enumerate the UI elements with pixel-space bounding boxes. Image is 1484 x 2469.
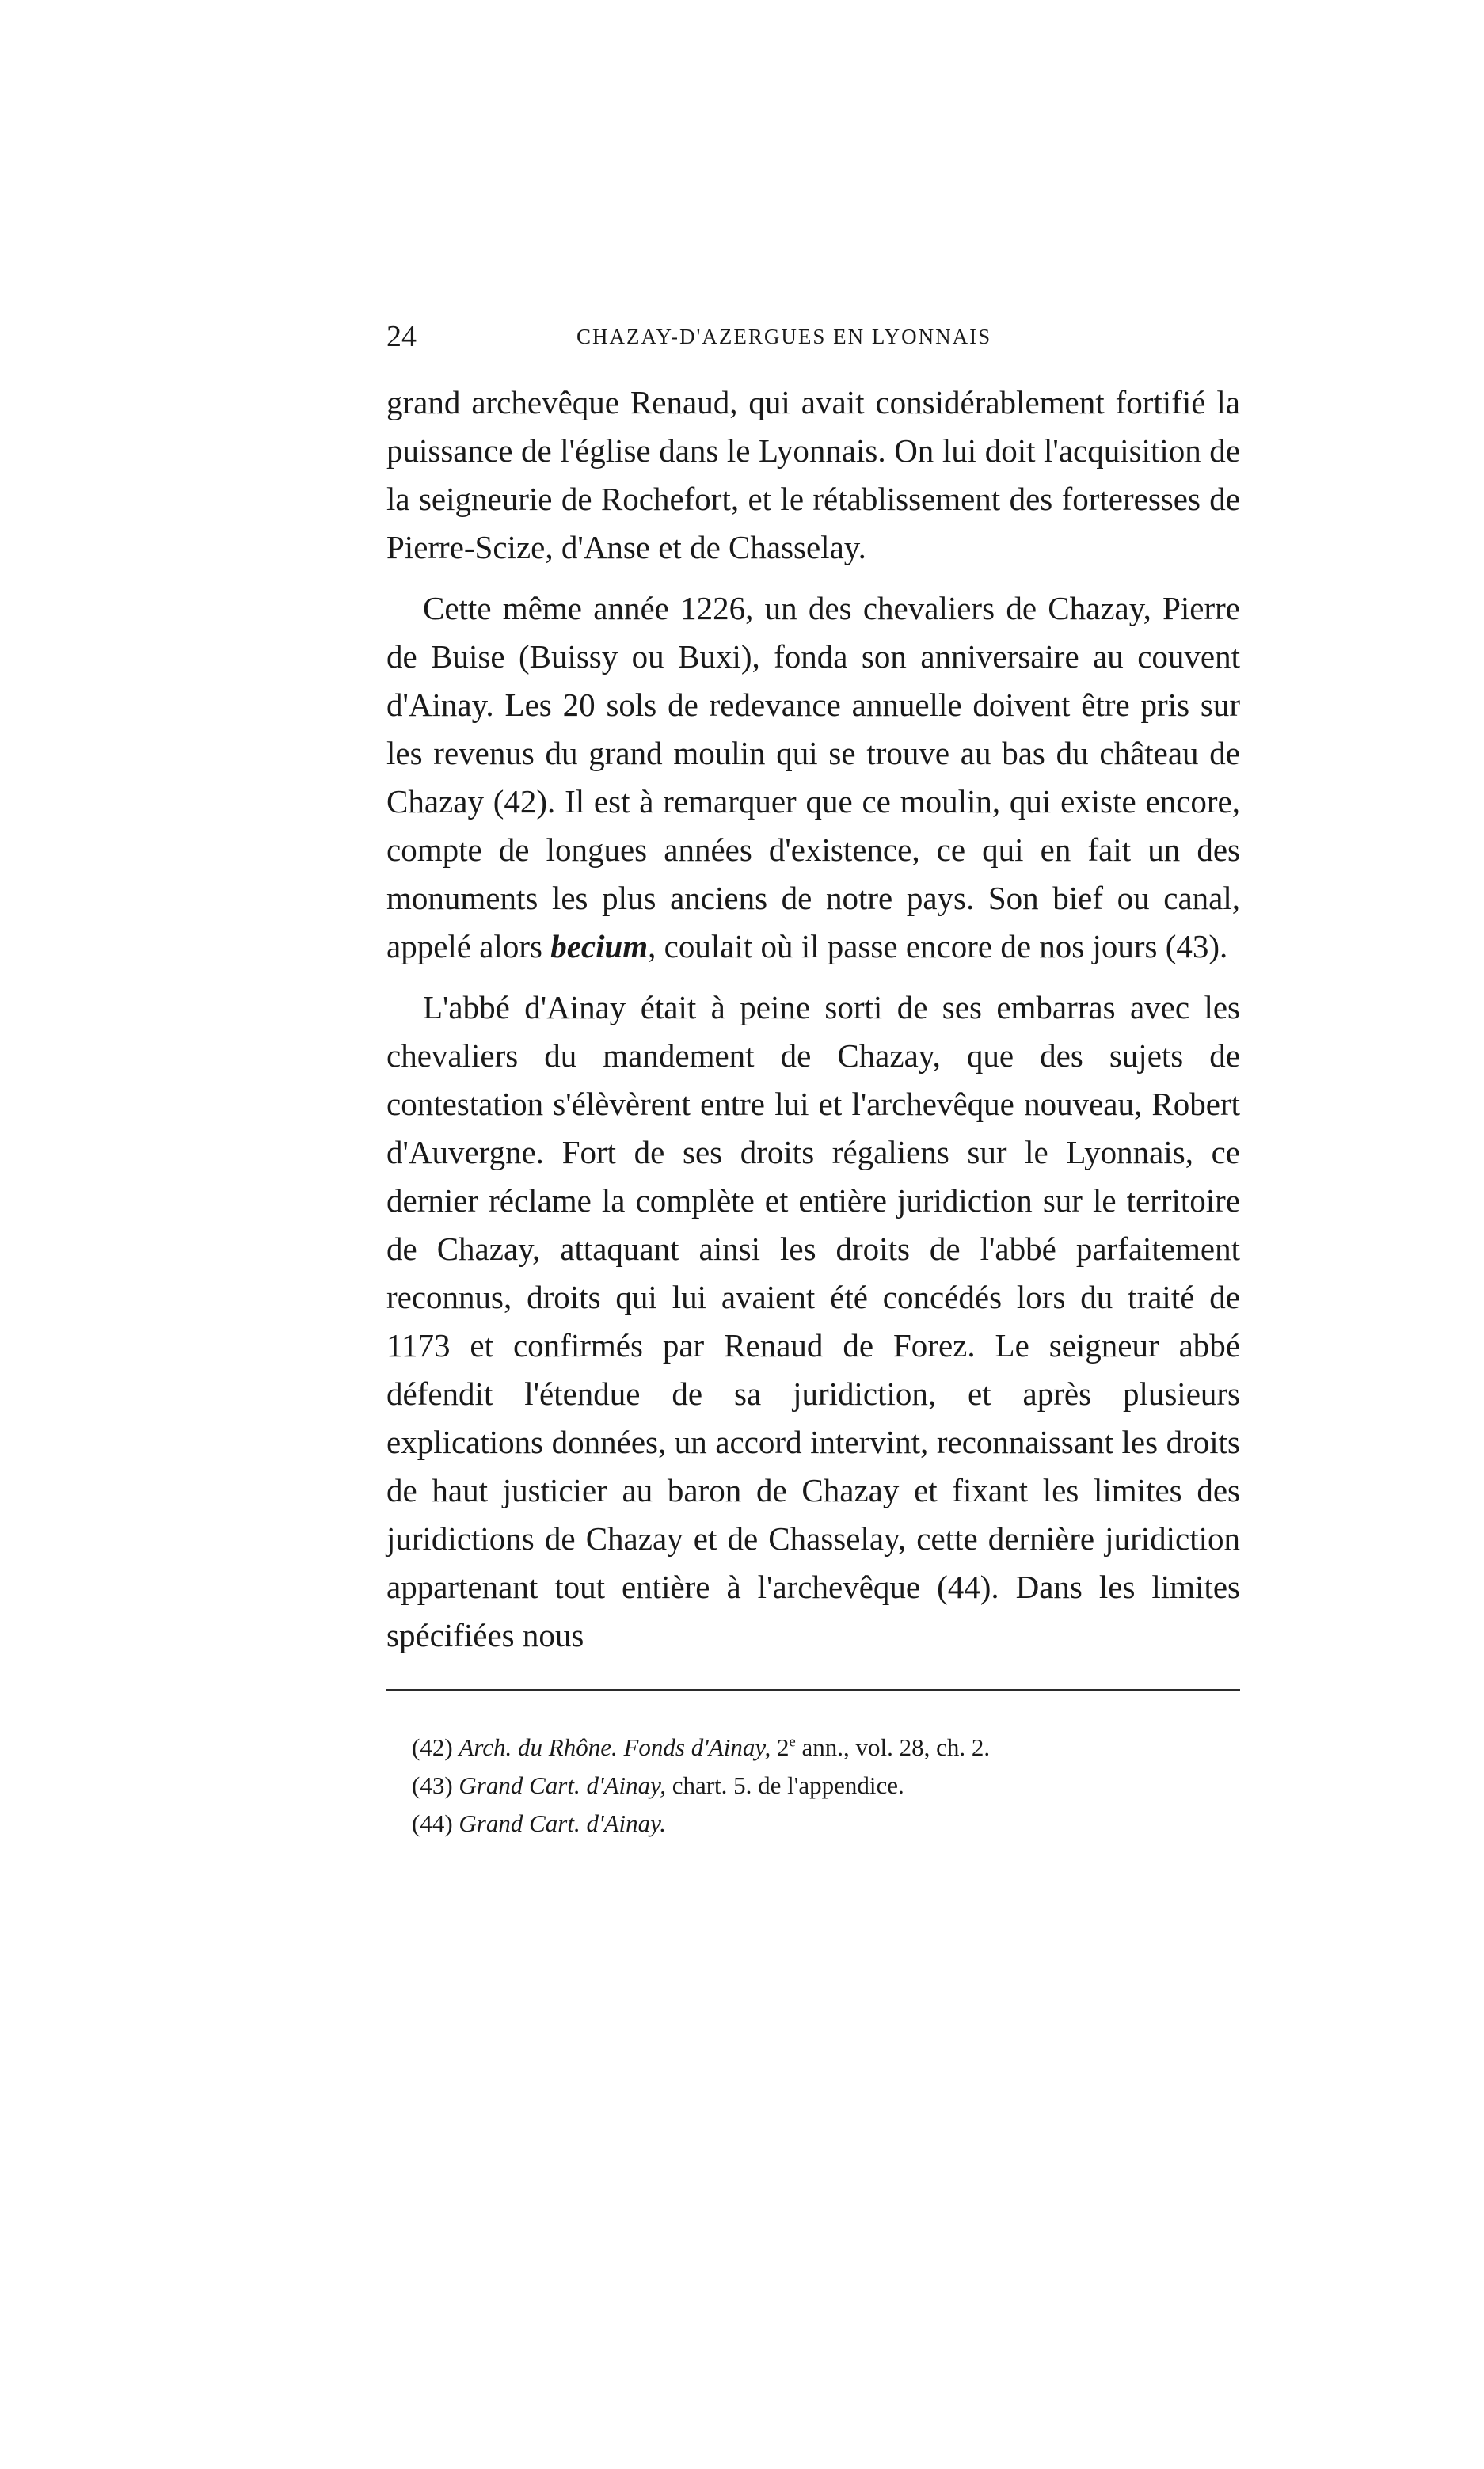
footnote-43 — [412, 1767, 1235, 1805]
paragraph-1-text: grand archevêque Renaud, qui avait considérablement fortifié la puissance de l'église dans le Lyonnais. On lui doit l'acquisition de la seigneurie de Rochefort, et le rétablissement des forteresses de Pierre-Scize, d'Anse et de Chasselay. — [386, 384, 1240, 565]
footnote-text: 2 — [771, 1733, 790, 1761]
running-title: CHAZAY-D'AZERGUES EN LYONNAIS — [576, 325, 992, 348]
footnote-rule — [386, 1689, 1240, 1691]
paragraph-2-tail: , coulait où il passe encore de nos jours (43). — [648, 928, 1228, 964]
paragraph-2-italic-term: becium — [550, 928, 649, 964]
running-head — [386, 317, 1240, 356]
paragraph-2 — [386, 584, 1240, 971]
footnote-source: Grand Cart. d'Ainay. — [459, 1809, 666, 1837]
footnotes — [412, 1729, 1235, 1843]
paragraph-3-text: L'abbé d'Ainay était à peine sorti de ses embarras avec les chevaliers du mandement de Chazay, que des sujets de contestation s'élèvèrent entre lui et l'archevêque nouveau, Robert d'Auvergne. Fort de ses droits régaliens sur le Lyonnais, ce dernier réclame la complète et entière juridiction sur le territoire de Chazay, attaquant ainsi les droits de l'abbé parfaitement reconnus, droits qui lui avaient été concédés lors du traité de 1173 et confirmés par Renaud de Forez. Le seigneur abbé défendit l'étendue de sa juridiction, et après plusieurs explications données, un accord intervint, reconnaissant les droits de haut justicier au baron de Chazay et fixant les limites des juridictions de Chazay et de Chasselay, cette dernière juridiction appartenant tout entière à l'archevêque (44). Dans les limites spécifiées nous — [386, 989, 1240, 1653]
footnote-source: Grand Cart. d'Ainay, — [459, 1771, 666, 1799]
body-text — [386, 379, 1240, 1660]
footnote-text: ann., vol. 28, ch. 2. — [795, 1733, 991, 1761]
footnote-source: Arch. du Rhône. Fonds d'Ainay, — [459, 1733, 771, 1761]
footnote-42 — [412, 1729, 1235, 1767]
paragraph-1 — [386, 379, 1240, 572]
paragraph-3 — [386, 983, 1240, 1660]
footnote-number: (43) — [412, 1771, 453, 1799]
page-number: 24 — [386, 320, 417, 353]
footnote-44 — [412, 1805, 1235, 1843]
footnote-superscript: e — [789, 1733, 796, 1751]
paragraph-2-text: Cette même année 1226, un des chevaliers de Chazay, Pierre de Buise (Buissy ou Buxi), fonda son anniversaire au couvent d'Ainay. Les 20 sols de redevance annuelle doivent être pris sur les revenus du grand moulin qui se trouve au bas du château de Chazay (42). Il est à remarquer que ce moulin, qui existe encore, compte de longues années d'existence, ce qui en fait un des monuments les plus anciens de notre pays. Son bief ou canal, appelé alors — [386, 590, 1240, 964]
footnote-number: (44) — [412, 1809, 453, 1837]
footnote-number: (42) — [412, 1733, 453, 1761]
footnote-text: chart. 5. de l'appendice. — [665, 1771, 904, 1799]
